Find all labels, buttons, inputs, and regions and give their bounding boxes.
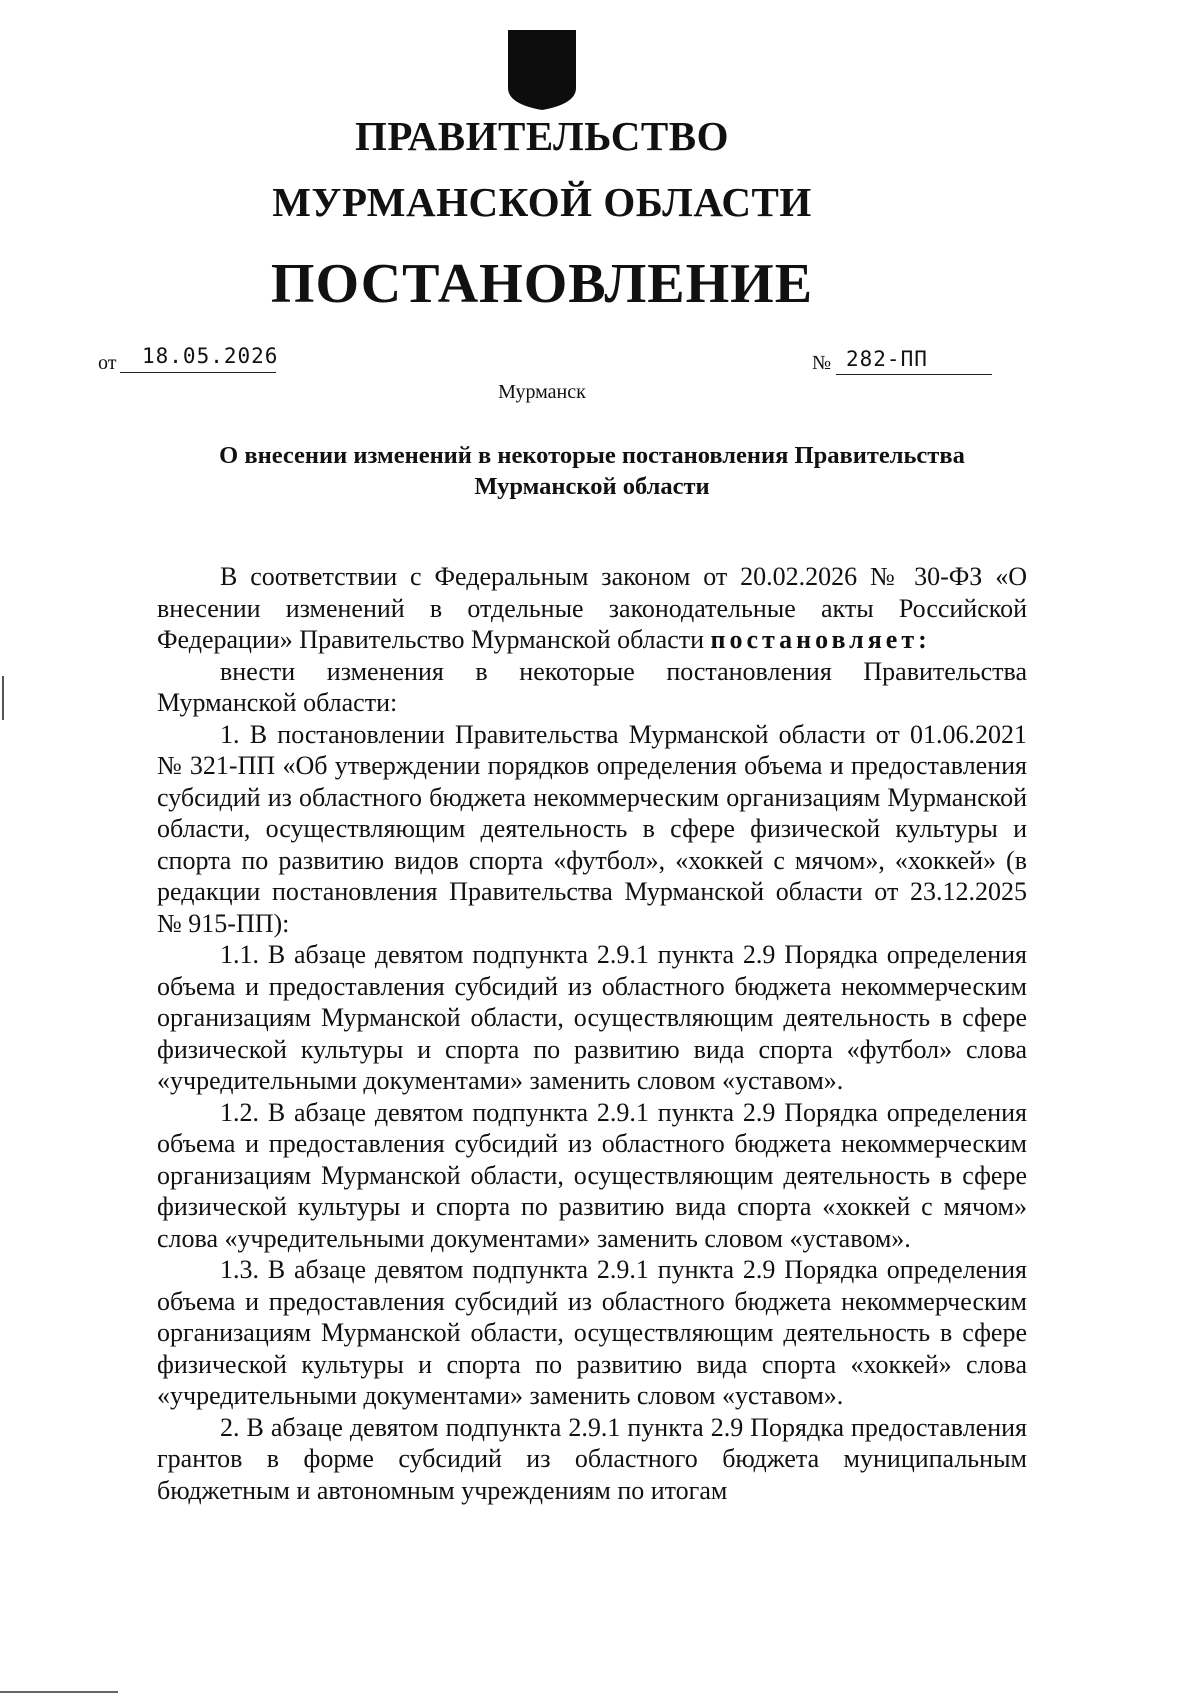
number-prefix: № [812, 352, 832, 374]
document-body [157, 561, 1027, 1506]
org-name-line2: МУРМАНСКОЙ ОБЛАСТИ [272, 179, 812, 225]
document-type-heading: ПОСТАНОВЛЕНИЕ [270, 253, 814, 315]
document-number: 282-ПП [846, 347, 928, 371]
scan-edge-mark [2, 676, 4, 720]
preamble-text: В соответствии с Федеральным законом от 20.02.2026 № 30-ФЗ «О внесении изменений в отдельные законодательные акты Российской Федерации» Правительство Мурманской области [157, 562, 1027, 654]
city-name: Мурманск [498, 381, 586, 403]
paragraph-1-1: 1.1. В абзаце девятом подпункта 2.9.1 пункта 2.9 Порядка определения объема и предоставления субсидий из областного бюджета некоммерческим организациям Мурманской области, осуществляющим деятельность в сфере физической культуры и спорта по развитию вида спорта «футбол» слова «учредительными документами» заменить словом «уставом». [157, 940, 1027, 1095]
number-underline [836, 374, 992, 375]
paragraph-1-2: 1.2. В абзаце девятом подпункта 2.9.1 пункта 2.9 Порядка определения объема и предоставления субсидий из областного бюджета некоммерческим организациям Мурманской области, осуществляющим деятельность в сфере физической культуры и спорта по развитию вида спорта «хоккей с мячом» слова «учредительными документами» заменить словом «уставом». [157, 1097, 1027, 1253]
paragraph-1-3: 1.3. В абзаце девятом подпункта 2.9.1 пункта 2.9 Порядка определения объема и предоставления субсидий из областного бюджета некоммерческим организациям Мурманской области, осуществляющим деятельность в сфере физической культуры и спорта по развитию вида спорта «хоккей» слова «учредительными документами» заменить словом «уставом». [157, 1255, 1027, 1410]
document-title [0, 440, 1184, 502]
paragraph-1: 1. В постановлении Правительства Мурманской области от 01.06.2021 № 321-ПП «Об утверждении порядков определения объема и предоставления субсидий из областного бюджета некоммерческим организациям Мурманской области, осуществляющим деятельность в сфере физической культуры и спорта по развитию видов спорта «футбол», «хоккей с мячом», «хоккей» (в редакции постановления Правительства Мурманской области от 23.12.2025 № 915-ПП): [157, 719, 1027, 938]
date-prefix: от [98, 352, 117, 374]
intro-paragraph: внести изменения в некоторые постановления Правительства Мурманской области: [157, 656, 1027, 717]
date-underline [120, 372, 276, 373]
paragraph-2: 2. В абзаце девятом подпункта 2.9.1 пункта 2.9 Порядка предоставления грантов в форме субсидий из областного бюджета муниципальным бюджетным и автономным учреждениям по итогам [157, 1412, 1027, 1505]
org-name-line1: ПРАВИТЕЛЬСТВО [354, 113, 730, 159]
decree-word: постановляет: [710, 625, 931, 654]
scan-bottom-mark [0, 1691, 118, 1693]
coat-of-arms-emblem [506, 28, 578, 112]
document-date: 18.05.2026 [142, 344, 279, 368]
document-title-line1: О внесении изменений в некоторые постановления Правительства [219, 442, 965, 469]
document-title-line2: Мурманской области [474, 473, 710, 500]
preamble-paragraph [157, 561, 1027, 656]
